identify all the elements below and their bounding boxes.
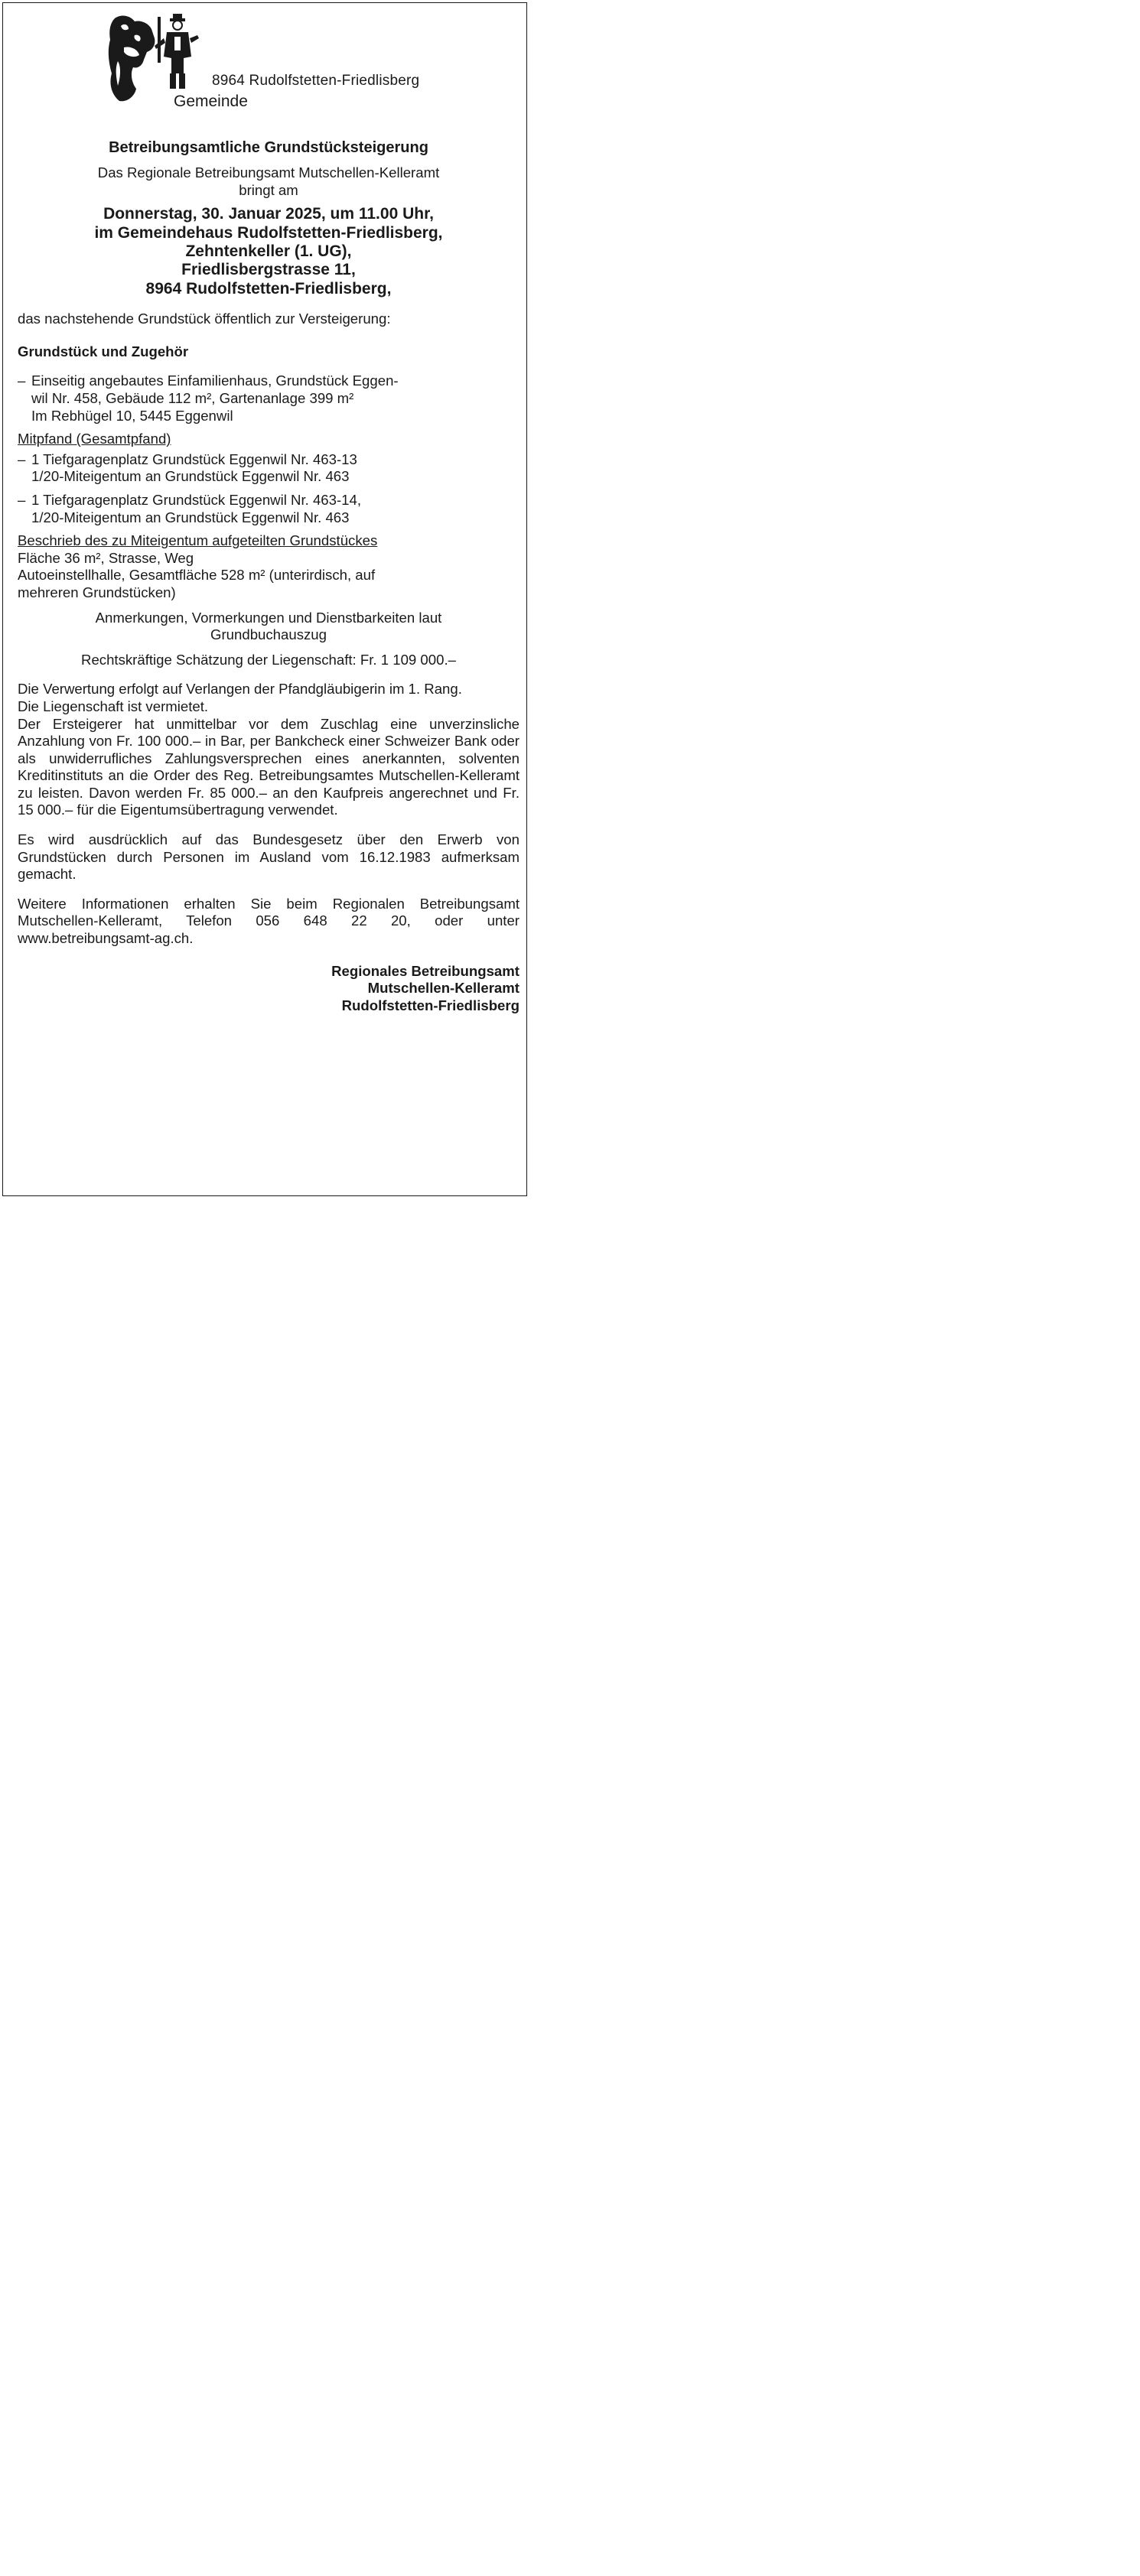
notice-frame	[2, 2, 527, 1196]
signature-line: Mutschellen-Kelleramt	[367, 980, 520, 997]
list-dash: –	[18, 491, 26, 508]
remarks	[18, 610, 520, 644]
signature	[18, 963, 520, 1015]
list-dash: –	[18, 450, 26, 467]
info-paragraph: Weitere Informationen erhalten Sie beim Regionalen Betreibungsamt Mutschellen-Kelleramt, Telefon 056 648 22 20, oder unter www.betreibungsamt-ag.ch.	[18, 895, 520, 947]
location-line: Friedlisbergstrasse 11,	[181, 261, 356, 279]
parking-line: 1 Tiefgaragenplatz Grundstück Eggenwil Nr. 463-14,	[31, 491, 362, 508]
parking-line: 1/20-Miteigentum an Grundstück Eggenwil Nr. 463	[31, 509, 350, 525]
description-line: Autoeinstellhalle, Gesamtfläche 528 m² (unterirdisch, auf	[18, 567, 376, 584]
property-line: Einseitig angebautes Einfamilienhaus, Grundstück Eggen-	[31, 372, 399, 389]
location-line: im Gemeindehaus Rudolfstetten-Friedlisberg,	[94, 223, 443, 242]
logo-municipality-label: Gemeinde	[174, 93, 248, 110]
law-paragraph: Es wird ausdrücklich auf das Bundesgesetz über den Erwerb von Grundstücken durch Personen im Ausland vom 16.12.1983 aufmerksam gemacht.	[18, 831, 520, 883]
parking-item	[18, 492, 520, 526]
parking-line: 1 Tiefgaragenplatz Grundstück Eggenwil Nr. 463-13	[31, 450, 357, 467]
intro-line: bringt am	[239, 181, 298, 198]
description-heading: Beschrieb des zu Miteigentum aufgeteilten Grundstückes	[18, 532, 378, 549]
description-line: Fläche 36 m², Strasse, Weg	[18, 549, 194, 566]
notice-title: Betreibungsamtliche Grundstücksteigerung	[109, 139, 428, 156]
date-line: Donnerstag, 30. Januar 2025, um 11.00 Uhr,	[103, 205, 434, 223]
rented-paragraph: Die Liegenschaft ist vermietet.	[18, 698, 209, 714]
signature-line: Rudolfstetten-Friedlisberg	[341, 997, 520, 1013]
valuation: Rechtskräftige Schätzung der Liegenschaft: Fr. 1 109 000.–	[81, 651, 456, 668]
remarks-line: Grundbuchauszug	[210, 626, 327, 643]
auction-date-location	[18, 205, 520, 298]
property-line: Im Rebhügel 10, 5445 Eggenwil	[31, 407, 233, 424]
remarks-line: Anmerkungen, Vormerkungen und Dienstbarkeiten laut	[95, 609, 442, 626]
intro	[18, 164, 520, 199]
description-line: mehreren Grundstücken)	[18, 584, 176, 600]
location-line: Zehntenkeller (1. UG),	[185, 242, 352, 260]
parking-line: 1/20-Miteigentum an Grundstück Eggenwil Nr. 463	[31, 468, 350, 485]
list-dash: –	[18, 372, 26, 389]
location-line: 8964 Rudolfstetten-Friedlisberg,	[145, 279, 392, 298]
property-line: wil Nr. 458, Gebäude 112 m², Gartenanlage 399 m²	[31, 390, 354, 406]
logo-place-name: 8964 Rudolfstetten-Friedlisberg	[212, 73, 420, 89]
conditions-block	[18, 681, 520, 819]
deposit-paragraph: Der Ersteigerer hat unmittelbar vor dem Zuschlag eine unverzinsliche Anzahlung von Fr. 100 000.– in Bar, per Bankcheck einer Schweizer Bank oder als unwiderrufliches Zahlungsversprechen eines anerkannten, solventen Kreditinstituts an die Order des Reg. Betreibungsamtes Mutschellen-Kelleramt zu leisten. Davon werden Fr. 85 000.– an den Kaufpreis angerechnet und Fr. 15 000.– für die Eigentumsübertragung verwendet.	[18, 715, 520, 818]
auction-sentence: das nachstehende Grundstück öffentlich zur Versteigerung:	[18, 311, 391, 327]
parking-item	[18, 451, 520, 486]
property-item	[18, 372, 520, 424]
section-heading: Grundstück und Zugehör	[18, 343, 189, 359]
mitpfand-heading: Mitpfand (Gesamtpfand)	[18, 431, 171, 447]
signature-line: Regionales Betreibungsamt	[331, 962, 520, 979]
realisation-paragraph: Die Verwertung erfolgt auf Verlangen der Pfandgläubigerin im 1. Rang.	[18, 681, 462, 698]
notice-body	[18, 138, 520, 1014]
intro-line: Das Regionale Betreibungsamt Mutschellen-Kelleramt	[97, 164, 440, 181]
